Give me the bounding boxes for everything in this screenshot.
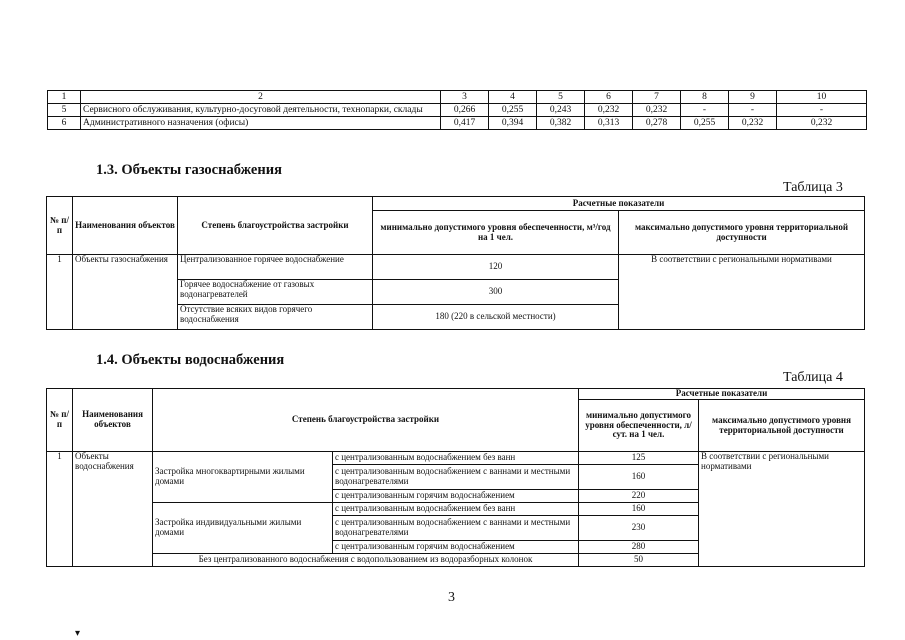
max-value: В соответствии с региональными нормативами [699, 452, 865, 567]
row-name: Объекты газоснабжения [73, 255, 178, 330]
table-header-row [47, 197, 865, 211]
degree-cell: с централизованным водоснабжением без ванн [333, 503, 579, 516]
degree-cell: с централизованным водоснабжением с ваннами и местными водонагревателями [333, 465, 579, 490]
cell-value: 0,278 [633, 117, 681, 130]
cell-value: 0,232 [633, 104, 681, 117]
header-degree: Степень благоустройства застройки [153, 389, 579, 452]
water-table [46, 388, 865, 567]
degree-cell: Горячее водоснабжение от газовых водонагревателей [178, 280, 373, 305]
degree-cell: Без централизованного водоснабжения с водопользованием из водоразборных колонок [153, 554, 579, 567]
column-number: 9 [729, 91, 777, 104]
column-number: 5 [537, 91, 585, 104]
min-value: 300 [373, 280, 619, 305]
row-number: 1 [47, 452, 73, 567]
degree-cell: с централизованным горячим водоснабжением [333, 490, 579, 503]
section-title-gas: 1.3. Объекты газоснабжения [96, 162, 282, 178]
min-value: 230 [579, 516, 699, 541]
footer-mark: ▾ [75, 628, 81, 639]
row-name: Административного назначения (офисы) [81, 117, 441, 130]
min-value: 160 [579, 503, 699, 516]
row-number: 5 [48, 104, 81, 117]
degree-cell: с централизованным водоснабжением с ваннами и местными водонагревателями [333, 516, 579, 541]
min-value: 160 [579, 465, 699, 490]
table-row [47, 452, 865, 465]
cell-value: 0,382 [537, 117, 585, 130]
cell-value: - [681, 104, 729, 117]
continuation-table [47, 90, 867, 130]
min-value: 280 [579, 541, 699, 554]
column-number: 2 [81, 91, 441, 104]
group-label: Застройка многоквартирными жилыми домами [153, 452, 333, 503]
header-min: минимально допустимого уровня обеспеченности, м³/год на 1 чел. [373, 211, 619, 255]
table-row [48, 117, 867, 130]
column-number: 1 [48, 91, 81, 104]
column-number: 3 [441, 91, 489, 104]
max-value: В соответствии с региональными нормативами [619, 255, 865, 330]
gas-table [46, 196, 865, 330]
cell-value: 0,394 [489, 117, 537, 130]
header-calc: Расчетные показатели [373, 197, 865, 211]
degree-cell: с централизованным водоснабжением без ванн [333, 452, 579, 465]
column-number: 8 [681, 91, 729, 104]
header-calc: Расчетные показатели [579, 389, 865, 400]
header-name: Наименования объектов [73, 389, 153, 452]
table-header-row [48, 91, 867, 104]
cell-value: 0,313 [585, 117, 633, 130]
cell-value: 0,232 [585, 104, 633, 117]
column-number: 7 [633, 91, 681, 104]
row-name: Сервисного обслуживания, культурно-досуговой деятельности, технопарки, склады [81, 104, 441, 117]
cell-value: 0,255 [489, 104, 537, 117]
table-caption-3: Таблица 3 [783, 180, 843, 195]
table-row [47, 255, 865, 280]
table-caption-4: Таблица 4 [783, 370, 843, 385]
cell-value: - [729, 104, 777, 117]
header-num: № п/п [47, 197, 73, 255]
header-num: № п/п [47, 389, 73, 452]
min-value: 50 [579, 554, 699, 567]
min-value: 180 (220 в сельской местности) [373, 305, 619, 330]
cell-value: 0,417 [441, 117, 489, 130]
page-number: 3 [448, 590, 455, 605]
cell-value: 0,255 [681, 117, 729, 130]
cell-value: 0,266 [441, 104, 489, 117]
row-number: 6 [48, 117, 81, 130]
header-max: максимально допустимого уровня территориальной доступности [619, 211, 865, 255]
min-value: 125 [579, 452, 699, 465]
degree-cell: Централизованное горячее водоснабжение [178, 255, 373, 280]
column-number: 6 [585, 91, 633, 104]
degree-cell: Отсутствие всяких видов горячего водоснабжения [178, 305, 373, 330]
column-number: 10 [777, 91, 867, 104]
row-name: Объекты водоснабжения [73, 452, 153, 567]
header-max: максимально допустимого уровня территориальной доступности [699, 400, 865, 452]
cell-value: 0,243 [537, 104, 585, 117]
group-label: Застройка индивидуальными жилыми домами [153, 503, 333, 554]
cell-value: - [777, 104, 867, 117]
degree-cell: с централизованным горячим водоснабжением [333, 541, 579, 554]
min-value: 220 [579, 490, 699, 503]
row-number: 1 [47, 255, 73, 330]
header-name: Наименования объектов [73, 197, 178, 255]
column-number: 4 [489, 91, 537, 104]
header-min: минимально допустимого уровня обеспеченности, л/сут. на 1 чел. [579, 400, 699, 452]
header-degree: Степень благоустройства застройки [178, 197, 373, 255]
table-header-row [47, 389, 865, 400]
cell-value: 0,232 [729, 117, 777, 130]
min-value: 120 [373, 255, 619, 280]
table-row [48, 104, 867, 117]
section-title-water: 1.4. Объекты водоснабжения [96, 352, 285, 368]
cell-value: 0,232 [777, 117, 867, 130]
